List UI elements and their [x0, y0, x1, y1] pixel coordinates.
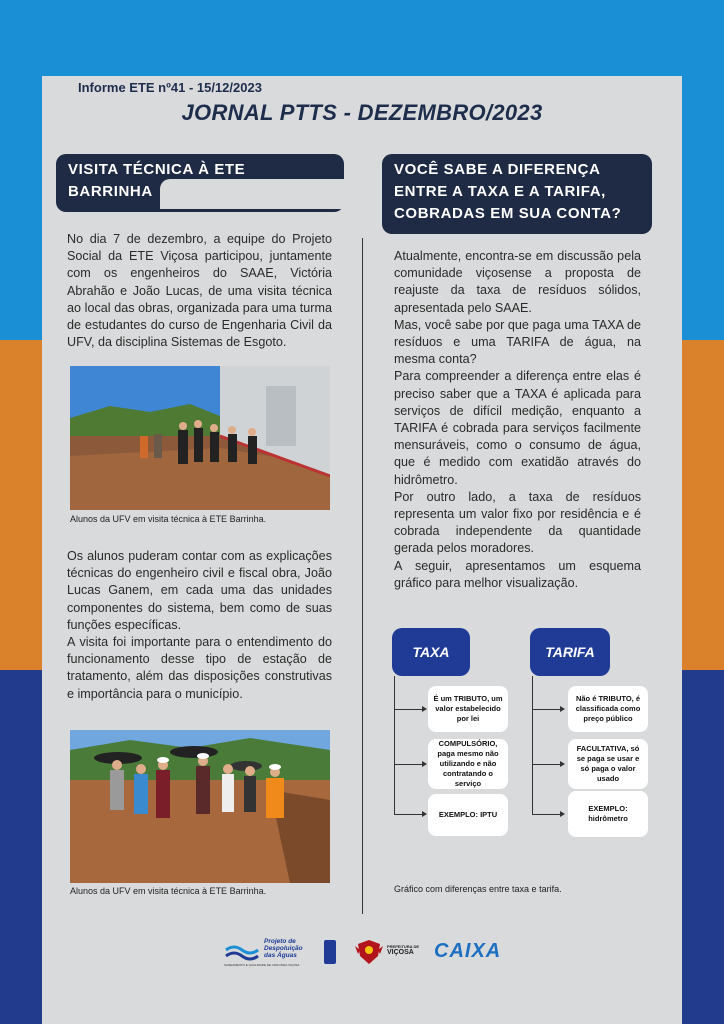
right-text — [394, 248, 641, 592]
left-heading-line1: VISITA TÉCNICA À ETE — [68, 161, 246, 178]
taxa-card-2: COMPULSÓRIO, paga mesmo não utilizando e não contratando o serviço — [428, 739, 508, 789]
prefeitura-name: VIÇOSA — [387, 949, 414, 956]
issue-label: Informe ETE nº41 - 15/12/2023 — [78, 80, 262, 95]
right-paragraph-3: Para compreender a diferença entre elas é preciso saber que a TAXA é aplicada para serviços de difícil medição, enquanto a TARIFA é cobrada para serviços facilmente mensuráveis, como o consumo de água, que é medido com exatidão através do hidrômetro. — [394, 369, 641, 487]
taxa-card-3: EXEMPLO: IPTU — [428, 794, 508, 836]
photo-2-caption: Alunos da UFV em visita técnica à ETE Barrinha. — [70, 886, 267, 896]
tarifa-card-1: Não é TRIBUTO, é classificada como preço público — [568, 686, 648, 732]
tarifa-arrow-2 — [532, 764, 560, 765]
projeto-logo-tagline: SANEAMENTO E QUALIDADE DE VIDA PARA VIÇOSA — [224, 963, 300, 967]
right-paragraph-4: Por outro lado, a taxa de resíduos representa um valor fixo por residência e é cobrada independente da quantidade gerada pelos moradores. — [394, 489, 641, 556]
tarifa-arrowhead-3 — [560, 811, 565, 817]
photo-1-illustration — [70, 366, 330, 510]
site-visit-photo-1 — [70, 366, 330, 510]
projeto-logo — [224, 938, 322, 970]
taxa-card-1: É um TRIBUTO, um valor estabelecido por lei — [428, 686, 508, 732]
wave-icon — [224, 942, 264, 964]
sponsor-logos — [220, 936, 520, 972]
taxa-connector — [394, 676, 395, 814]
site-visit-photo-2 — [70, 730, 330, 883]
prefeitura-logo — [354, 936, 424, 970]
tarifa-card-3: EXEMPLO: hidrômetro — [568, 791, 648, 837]
diagram-caption: Gráfico com diferenças entre taxa e tarifa. — [394, 884, 562, 894]
photo-2-illustration — [70, 730, 330, 883]
taxa-arrow-1 — [394, 709, 422, 710]
tarifa-connector — [532, 676, 533, 814]
right-heading — [382, 154, 652, 234]
left-paragraph-2: Os alunos puderam contar com as explicações técnicas do engenheiro civil e fiscal obra, João Lucas Ganem, em cada uma das unidades componentes do sistema, bem como de suas funções específicas. — [67, 549, 332, 632]
left-paragraph-3: A visita foi importante para o entendimento do funcionamento desse tipo de estação de tratamento, além das disposições construtivas e importância para o município. — [67, 635, 332, 701]
tarifa-card-2: FACULTATIVA, só se paga se usar e só paga o valor usado — [568, 739, 648, 789]
projeto-logo-text: Projeto de Despoluição das Águas — [264, 938, 303, 959]
right-heading-line1: VOCÊ SABE A DIFERENÇA — [394, 161, 601, 178]
tarifa-arrow-3 — [532, 814, 560, 815]
tarifa-arrowhead-1 — [560, 706, 565, 712]
newsletter-page — [42, 76, 682, 1024]
taxa-arrowhead-2 — [422, 761, 427, 767]
photo-1-caption: Alunos da UFV em visita técnica à ETE Barrinha. — [70, 514, 267, 524]
right-heading-line3: COBRADAS EM SUA CONTA? — [394, 205, 622, 222]
taxa-arrowhead-1 — [422, 706, 427, 712]
heading-notch — [160, 179, 345, 209]
taxa-arrow-3 — [394, 814, 422, 815]
tarifa-pill: TARIFA — [530, 628, 610, 676]
right-paragraph-1: Atualmente, encontra-se em discussão pela comunidade viçosense a proposta de reajuste da taxa de resíduos sólidos, apresentada pelo SAAE. — [394, 249, 641, 315]
left-heading-line2: BARRINHA — [68, 183, 153, 200]
saae-badge-icon — [324, 940, 336, 964]
taxa-arrowhead-3 — [422, 811, 427, 817]
taxa-pill: TAXA — [392, 628, 470, 676]
right-paragraph-2: Mas, você sabe por que paga uma TAXA de resíduos e uma TARIFA de água, na mesma conta? — [394, 317, 641, 367]
right-heading-line2: ENTRE A TAXA E A TARIFA, — [394, 183, 606, 200]
column-divider — [362, 238, 363, 914]
prefeitura-label: PREFEITURA DE — [387, 944, 420, 949]
tarifa-arrow-1 — [532, 709, 560, 710]
tarifa-arrowhead-2 — [560, 761, 565, 767]
taxa-arrow-2 — [394, 764, 422, 765]
coat-of-arms-icon — [354, 938, 384, 966]
caixa-logo: CAIXA — [434, 940, 502, 962]
left-paragraph-1: No dia 7 de dezembro, a equipe do Projeto Social da ETE Viçosa participou, juntamente com os engenheiros do SAAE, Victória Abrahão e João Lucas, de uma visita técnica ao local das obras, organizada para uma turma de estudantes do curso de Engenharia Civil da UFV, da disciplina Sistemas de Esgoto. — [67, 232, 332, 350]
right-paragraph-5: A seguir, apresentamos um esquema gráfico para melhor visualização. — [394, 558, 641, 590]
journal-title: JORNAL PTTS - DEZEMBRO/2023 — [181, 100, 543, 125]
